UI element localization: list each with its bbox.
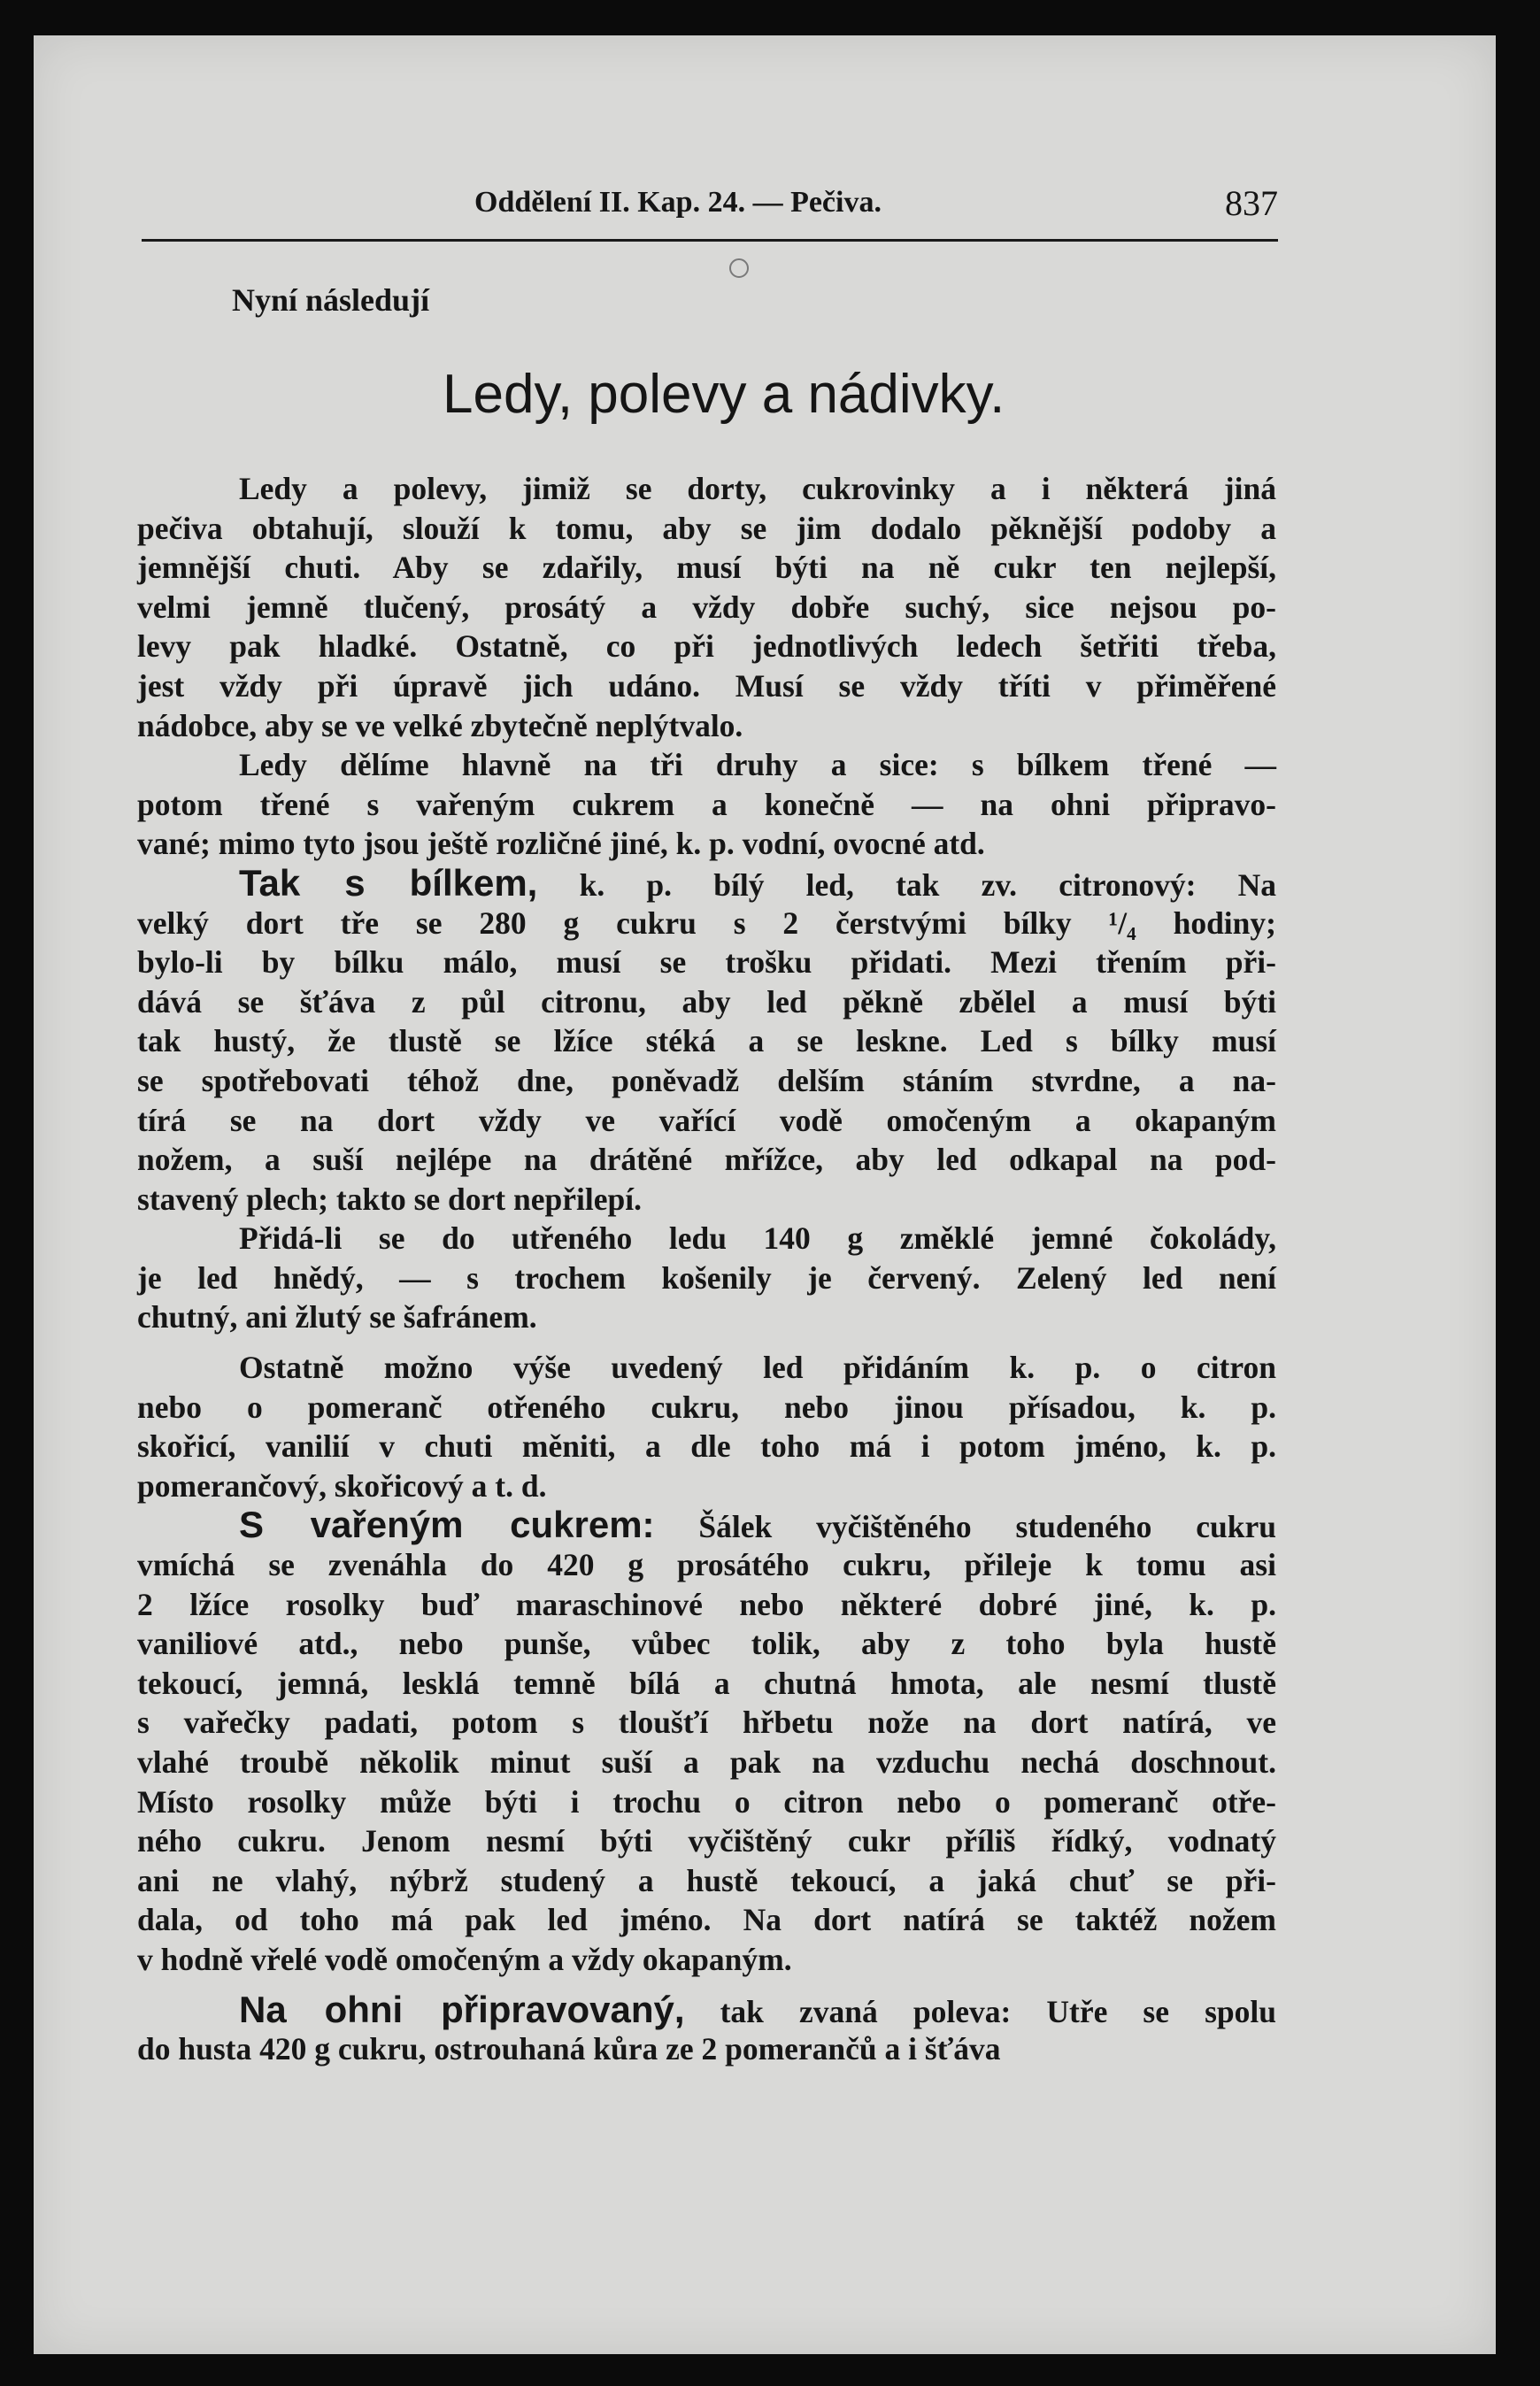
line-text: bylo-li by bílku málo, musí se trošku přidati. Mezi třením při- bbox=[137, 944, 1276, 981]
line-text: vané; mimo tyto jsou ještě rozličné jiné, k. p. vodní, ovocné atd. bbox=[137, 826, 985, 862]
text-line bbox=[137, 706, 1276, 746]
line-text: v hodně vřelé vodě omočeným a vždy okapaným. bbox=[137, 1941, 792, 1977]
line-text: potom třené s vařeným cukrem a konečně — na ohni připravo- bbox=[137, 786, 1276, 822]
line-text: k. p. bílý led, tak zv. citronový: Na bbox=[537, 866, 1276, 903]
paragraph bbox=[137, 1348, 1276, 1505]
text-line bbox=[137, 1624, 1276, 1664]
line-text: levy pak hladké. Ostatně, co při jednotlivých ledech šetřiti třeba, bbox=[137, 628, 1276, 665]
page-number: 837 bbox=[1225, 183, 1278, 223]
line-text: vlahé troubě několik minut suší a pak na vzduchu nechá doschnout. bbox=[137, 1744, 1276, 1780]
line-text: skořicí, vanilií v chuti měniti, a dle toho má i potom jméno, k. p. bbox=[137, 1428, 1276, 1465]
text-line bbox=[137, 1900, 1276, 1940]
run-in-heading: S vařeným cukrem: bbox=[239, 1504, 655, 1546]
text-line bbox=[137, 1743, 1276, 1782]
paragraph bbox=[137, 1505, 1276, 1979]
line-text: tak hustý, že tlustě se lžíce stéká a se leskne. Led s bílky musí bbox=[137, 1023, 1276, 1059]
text-line bbox=[137, 1061, 1276, 1101]
body-text bbox=[137, 469, 1276, 2069]
paragraph bbox=[137, 1990, 1276, 2069]
text-line bbox=[137, 1297, 1276, 1337]
line-text: se spotřebovati téhož dne, poněvadž delším stáním stvrdne, a na- bbox=[137, 1062, 1276, 1098]
text-line bbox=[137, 1219, 1276, 1258]
text-line bbox=[137, 1861, 1276, 1901]
line-text: jemnější chuti. Aby se zdařily, musí býti na ně cukr ten nejlepší, bbox=[137, 550, 1276, 586]
text-line bbox=[137, 548, 1276, 588]
line-text: vaniliové atd., nebo punše, vůbec tolik, aby z toho byla hustě bbox=[137, 1626, 1276, 1662]
line-text: velmi jemně tlučený, prosátý a vždy dobře suchý, sice nejsou po- bbox=[137, 589, 1276, 625]
paragraph bbox=[137, 745, 1276, 864]
text-line bbox=[137, 824, 1276, 864]
running-title: Oddělení II. Kap. 24. — Pečiva. bbox=[474, 186, 882, 219]
text-line bbox=[137, 982, 1276, 1022]
run-in-heading: Tak s bílkem, bbox=[239, 861, 538, 904]
text-line bbox=[137, 1101, 1276, 1141]
text-line bbox=[137, 1021, 1276, 1061]
text-line bbox=[137, 861, 1276, 904]
text-line bbox=[137, 785, 1276, 825]
text-line bbox=[137, 627, 1276, 666]
text-line bbox=[137, 904, 1276, 943]
text-line bbox=[137, 666, 1276, 706]
text-line bbox=[137, 1990, 1276, 2030]
line-text: Ledy a polevy, jimiž se dorty, cukrovinky a i některá jiná bbox=[239, 471, 1276, 506]
text-line bbox=[137, 1180, 1276, 1220]
paragraph bbox=[137, 1219, 1276, 1337]
line-text: tírá se na dort vždy ve vařící vodě omočeným a okapaným bbox=[137, 1102, 1276, 1138]
line-text: ného cukru. Jenom nesmí býti vyčištěný cukr příliš řídký, vodnatý bbox=[137, 1823, 1276, 1859]
text-line bbox=[137, 2029, 1276, 2069]
line-text: Ledy dělíme hlavně na tři druhy a sice: s bílkem třené — bbox=[239, 747, 1276, 783]
paragraph bbox=[137, 469, 1276, 745]
text-line bbox=[137, 1545, 1276, 1585]
section-title: Ledy, polevy a nádivky. bbox=[443, 364, 1005, 425]
line-text: jest vždy při úpravě jich udáno. Musí se vždy tříti v přiměřené bbox=[137, 667, 1276, 704]
lead-text: Nyní následují bbox=[232, 282, 430, 318]
punch-mark bbox=[729, 258, 749, 278]
line-text: pečiva obtahují, slouží k tomu, aby se jim dodalo pěknější podoby a bbox=[137, 510, 1276, 546]
line-text: nožem, a suší nejlépe na drátěné mřížce, aby led odkapal na pod- bbox=[137, 1142, 1276, 1178]
line-text: do husta 420 g cukru, ostrouhaná kůra ze 2 pomerančů a i šťáva bbox=[137, 2031, 1001, 2067]
text-line bbox=[137, 1664, 1276, 1704]
line-text: s vařečky padati, potom s tloušťí hřbetu nože na dort natírá, ve bbox=[137, 1705, 1276, 1741]
paragraph-gap bbox=[137, 1337, 1276, 1348]
line-text: pomerančový, skořicový a t. d. bbox=[137, 1467, 547, 1504]
line-text: tak zvaná poleva: Utře se spolu bbox=[684, 1993, 1276, 2029]
line-text: Ostatně možno výše uvedený led přidáním k. p. o citron bbox=[239, 1350, 1276, 1386]
line-text: stavený plech; takto se dort nepřilepí. bbox=[137, 1181, 642, 1217]
text-line bbox=[137, 1505, 1276, 1545]
line-text: ani ne vlahý, nýbrž studený a hustě tekoucí, a jaká chuť se při- bbox=[137, 1862, 1276, 1898]
text-line bbox=[137, 1821, 1276, 1861]
text-line bbox=[137, 745, 1276, 785]
text-line bbox=[137, 1258, 1276, 1298]
text-line bbox=[137, 1388, 1276, 1428]
line-text: dává se šťáva z půl citronu, aby led pěkně zbělel a musí býti bbox=[137, 983, 1276, 1020]
text-line bbox=[137, 1940, 1276, 1980]
line-text: nebo o pomeranč otřeného cukru, nebo jinou přísadou, k. p. bbox=[137, 1389, 1276, 1425]
line-text: vmíchá se zvenáhla do 420 g prosátého cukru, přileje k tomu asi bbox=[137, 1547, 1276, 1583]
text-line bbox=[137, 1348, 1276, 1388]
text-line bbox=[137, 1140, 1276, 1180]
paragraph bbox=[137, 861, 1276, 1219]
line-text: velký dort tře se 280 g cukru s 2 čerstvými bílky ¹/₄ hodiny; bbox=[137, 904, 1276, 941]
line-text: tekoucí, jemná, lesklá temně bílá a chutná hmota, ale nesmí tlustě bbox=[137, 1665, 1276, 1701]
line-text: nádobce, aby se ve velké zbytečně neplýtvalo. bbox=[137, 707, 743, 743]
line-text: dala, od toho má pak led jméno. Na dort natírá se taktéž nožem bbox=[137, 1902, 1276, 1938]
line-text: 2 lžíce rosolky buď maraschinové nebo některé dobré jiné, k. p. bbox=[137, 1586, 1276, 1622]
run-in-heading: Na ohni připravovaný, bbox=[239, 1988, 685, 2030]
line-text: je led hnědý, — s trochem košenily je červený. Zelený led není bbox=[137, 1259, 1276, 1296]
text-line bbox=[137, 1703, 1276, 1743]
text-line bbox=[137, 1782, 1276, 1822]
text-line bbox=[137, 943, 1276, 982]
line-text: Šálek vyčištěného studeného cukru bbox=[654, 1509, 1276, 1545]
line-text: chutný, ani žlutý se šafránem. bbox=[137, 1299, 537, 1335]
text-line bbox=[137, 509, 1276, 549]
line-text: Místo rosolky může býti i trochu o citron nebo o pomeranč otře- bbox=[137, 1783, 1276, 1820]
text-line bbox=[137, 1466, 1276, 1506]
header-rule bbox=[142, 239, 1278, 242]
text-line bbox=[137, 469, 1276, 509]
text-line bbox=[137, 1427, 1276, 1466]
text-line bbox=[137, 588, 1276, 627]
text-line bbox=[137, 1585, 1276, 1625]
line-text: Přidá-li se do utřeného ledu 140 g změklé jemné čokolády, bbox=[239, 1220, 1276, 1257]
